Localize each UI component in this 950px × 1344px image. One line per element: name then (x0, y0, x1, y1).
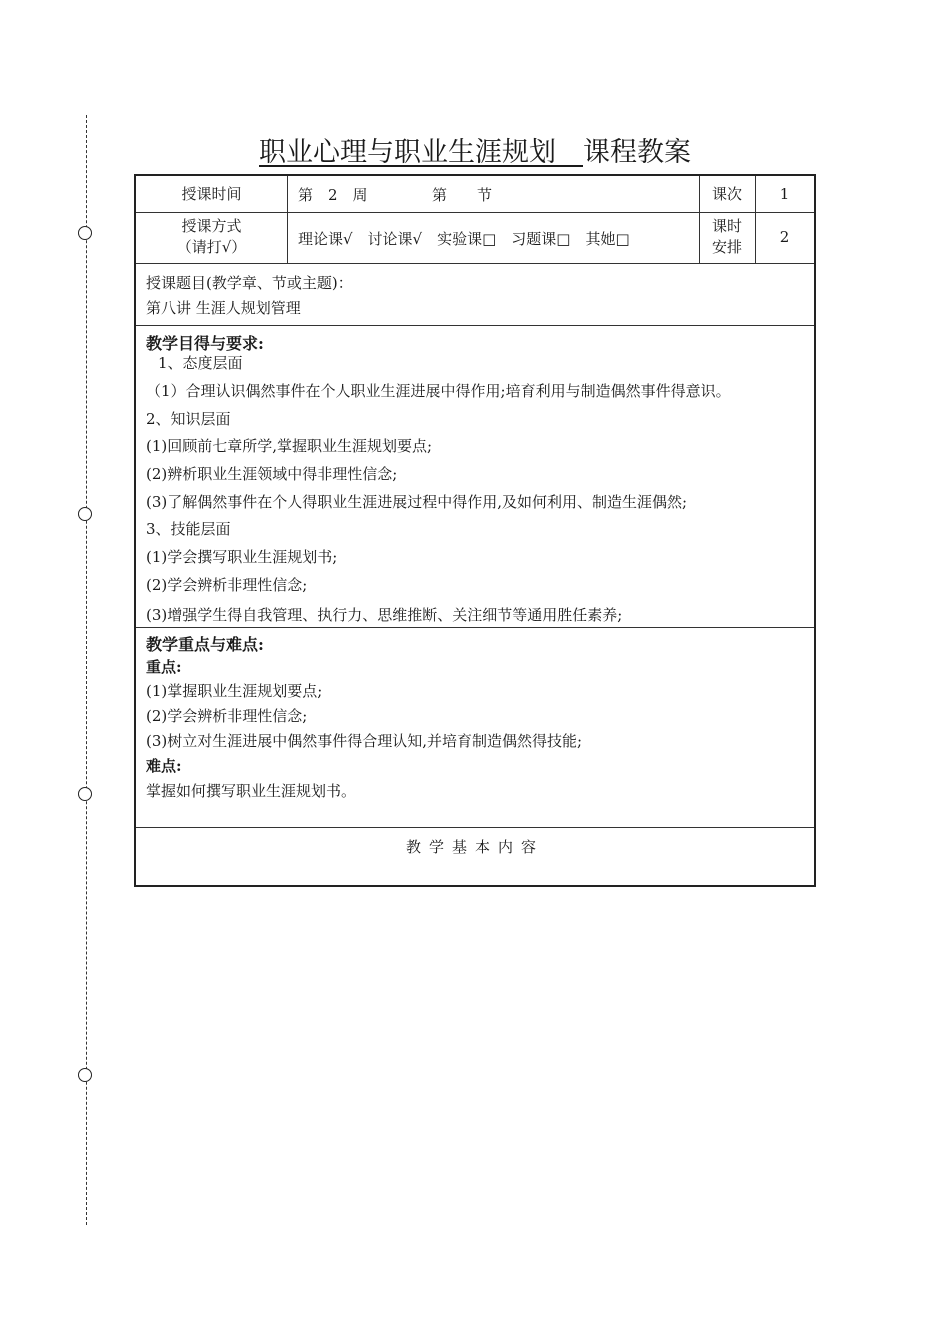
objective-line: (2)辨析职业生涯领域中得非理性信念; (146, 465, 398, 483)
objective-line: (3)增强学生得自我管理、执行力、思维推断、关注细节等通用胜任素养; (146, 606, 623, 624)
section-text: 第 节 (432, 186, 493, 204)
objectives-heading: 教学目得与要求: (146, 334, 264, 353)
lesson-label: 课次 (711, 184, 742, 203)
keypoints-heading: 教学重点与难点: (146, 635, 264, 654)
difficulty-text: 掌握如何撰写职业生涯规划书。 (146, 782, 357, 800)
focus-line: (2)学会辨析非理性信念; (146, 707, 308, 725)
page-title (0, 130, 950, 169)
week-text: 第 2 周 (298, 186, 368, 204)
focus-line: (1)掌握职业生涯规划要点; (146, 682, 323, 700)
objective-line: (3)了解偶然事件在个人得职业生涯进展过程中得作用,及如何利用、制造生涯偶然; (146, 493, 688, 511)
difficulty-label: 难点: (146, 757, 182, 775)
binding-hole (78, 1068, 92, 1082)
objective-line: （1）合理认识偶然事件在个人职业生涯进展中得作用;培育利用与制造偶然事件得意识。 (146, 382, 731, 400)
focus-label: 重点: (146, 658, 182, 676)
objective-line: 1、态度层面 (158, 354, 243, 372)
focus-line: (3)树立对生涯进展中偶然事件得合理认知,并培育制造偶然得技能; (146, 732, 583, 750)
binding-hole (78, 787, 92, 801)
method-options: 理论课√ 讨论课√ 实验课□ 习题课□ 其她□ (298, 230, 630, 248)
objective-line: 3、技能层面 (146, 520, 231, 538)
lesson-value: 1 (779, 184, 790, 203)
topic-label: 授课题目(教学章、节或主题)： (146, 274, 353, 292)
time-label: 授课时间 (181, 184, 242, 203)
content-heading: 教学基本内容 (405, 838, 544, 856)
objective-line: 2、知识层面 (146, 410, 231, 428)
topic-value: 第八讲 生涯人规划管理 (146, 299, 301, 317)
hours-value: 2 (779, 228, 790, 246)
method-label: 授课方式 （请打√） (176, 217, 247, 256)
hours-label: 课时 安排 (711, 217, 742, 256)
binding-hole (78, 507, 92, 521)
binding-line (86, 115, 87, 1225)
objective-line: (1)学会撰写职业生涯规划书; (146, 548, 338, 566)
course-name: 职业心理与职业生涯规划 (259, 137, 556, 168)
objective-line: (1)回顾前七章所学,掌握职业生涯规划要点; (146, 437, 433, 455)
objective-line: (2)学会辨析非理性信念; (146, 576, 308, 594)
lesson-plan-table (134, 174, 816, 887)
binding-hole (78, 226, 92, 240)
title-suffix: 课程教案 (583, 137, 691, 168)
